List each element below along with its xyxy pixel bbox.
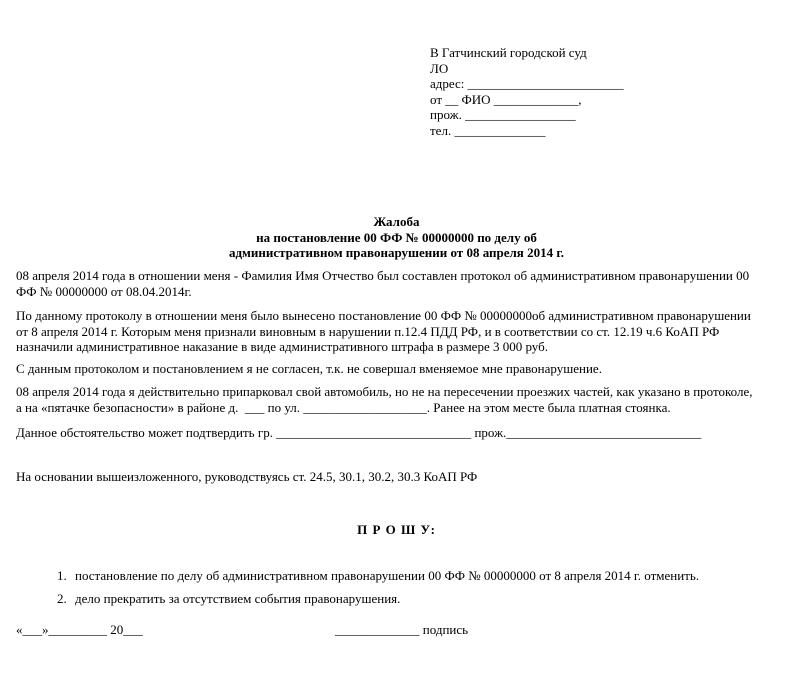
paragraph-line: ФФ № 00000000 от 08.04.2014г.: [16, 283, 192, 299]
paragraph-line: С данным протоколом и постановлением я не согласен, т.к. не совершал вменяемое мне правонарушение.: [16, 361, 602, 376]
paragraph-protocol: [16, 268, 778, 299]
addressee-block: [430, 45, 624, 138]
document-title: [0, 214, 793, 261]
signature-field: _____________ подпись: [335, 622, 469, 637]
paragraph-legal-basis: [16, 469, 778, 485]
title-line-3: административном правонарушении от 08 апреля 2014 г.: [228, 245, 565, 260]
paragraph-line: назначили административное наказание в виде административного штрафа в размере 3 000 руб.: [16, 339, 548, 354]
paragraph-line: По данному протоколу в отношении меня было вынесено постановление 00 ФФ № 00000000об административном правонарушении: [16, 308, 751, 323]
title-line-1: Жалоба: [373, 214, 420, 229]
addressee-from: от __ ФИО _____________,: [430, 91, 582, 107]
paragraph-line: а на «пятачке безопасности» в районе д. ___ по ул. ___________________. Ранее на этом месте была платная стоянка.: [16, 399, 671, 415]
request-item-text: дело прекратить за отсутствием события правонарушения.: [75, 590, 401, 606]
addressee-region: ЛО: [430, 60, 449, 76]
paragraph-disagreement: [16, 361, 778, 377]
title-line-2: на постановление 00 ФФ № 00000000 по делу об: [256, 229, 537, 245]
addressee-phone: тел. ______________: [430, 122, 546, 138]
paragraph-line: 08 апреля 2014 года я действительно припарковал свой автомобиль, но не на пересечении проезжих частей, как указано в протоколе,: [16, 384, 753, 399]
addressee-court: В Гатчинский городской суд: [430, 45, 587, 60]
paragraph-line: Данное обстоятельство может подтвердить гр. ______________________________ прож.______________________________: [16, 425, 702, 440]
paragraph-resolution: [16, 308, 778, 355]
request-item-text: постановление по делу об административном правонарушении 00 ФФ № 00000000 от 8 апреля 2014 г. отменить.: [75, 567, 700, 583]
request-item-number: 2.: [57, 590, 67, 606]
paragraph-line: На основании вышеизложенного, руководствуясь ст. 24.5, 30.1, 30.2, 30.3 КоАП РФ: [16, 469, 478, 484]
addressee-residence: прож. _________________: [430, 107, 576, 122]
paragraph-line: от 8 апреля 2014 г. Которым меня признали виновным в нарушении п.12.4 ПДД РФ, и в соответствии со ст. 12.19 ч.6 КоАП РФ: [16, 323, 720, 339]
request-heading: П Р О Ш У:: [357, 522, 436, 537]
request-item-number: 1.: [57, 567, 67, 583]
paragraph-circumstances: [16, 384, 778, 415]
date-field: «___»_________ 20___: [16, 622, 143, 637]
paragraph-line: 08 апреля 2014 года в отношении меня - Фамилия Имя Отчество был составлен протокол об административном правонарушении 00: [16, 268, 750, 283]
addressee-address: адрес: ________________________: [430, 76, 624, 91]
paragraph-witness: [16, 425, 778, 441]
request-item: [44, 575, 400, 622]
